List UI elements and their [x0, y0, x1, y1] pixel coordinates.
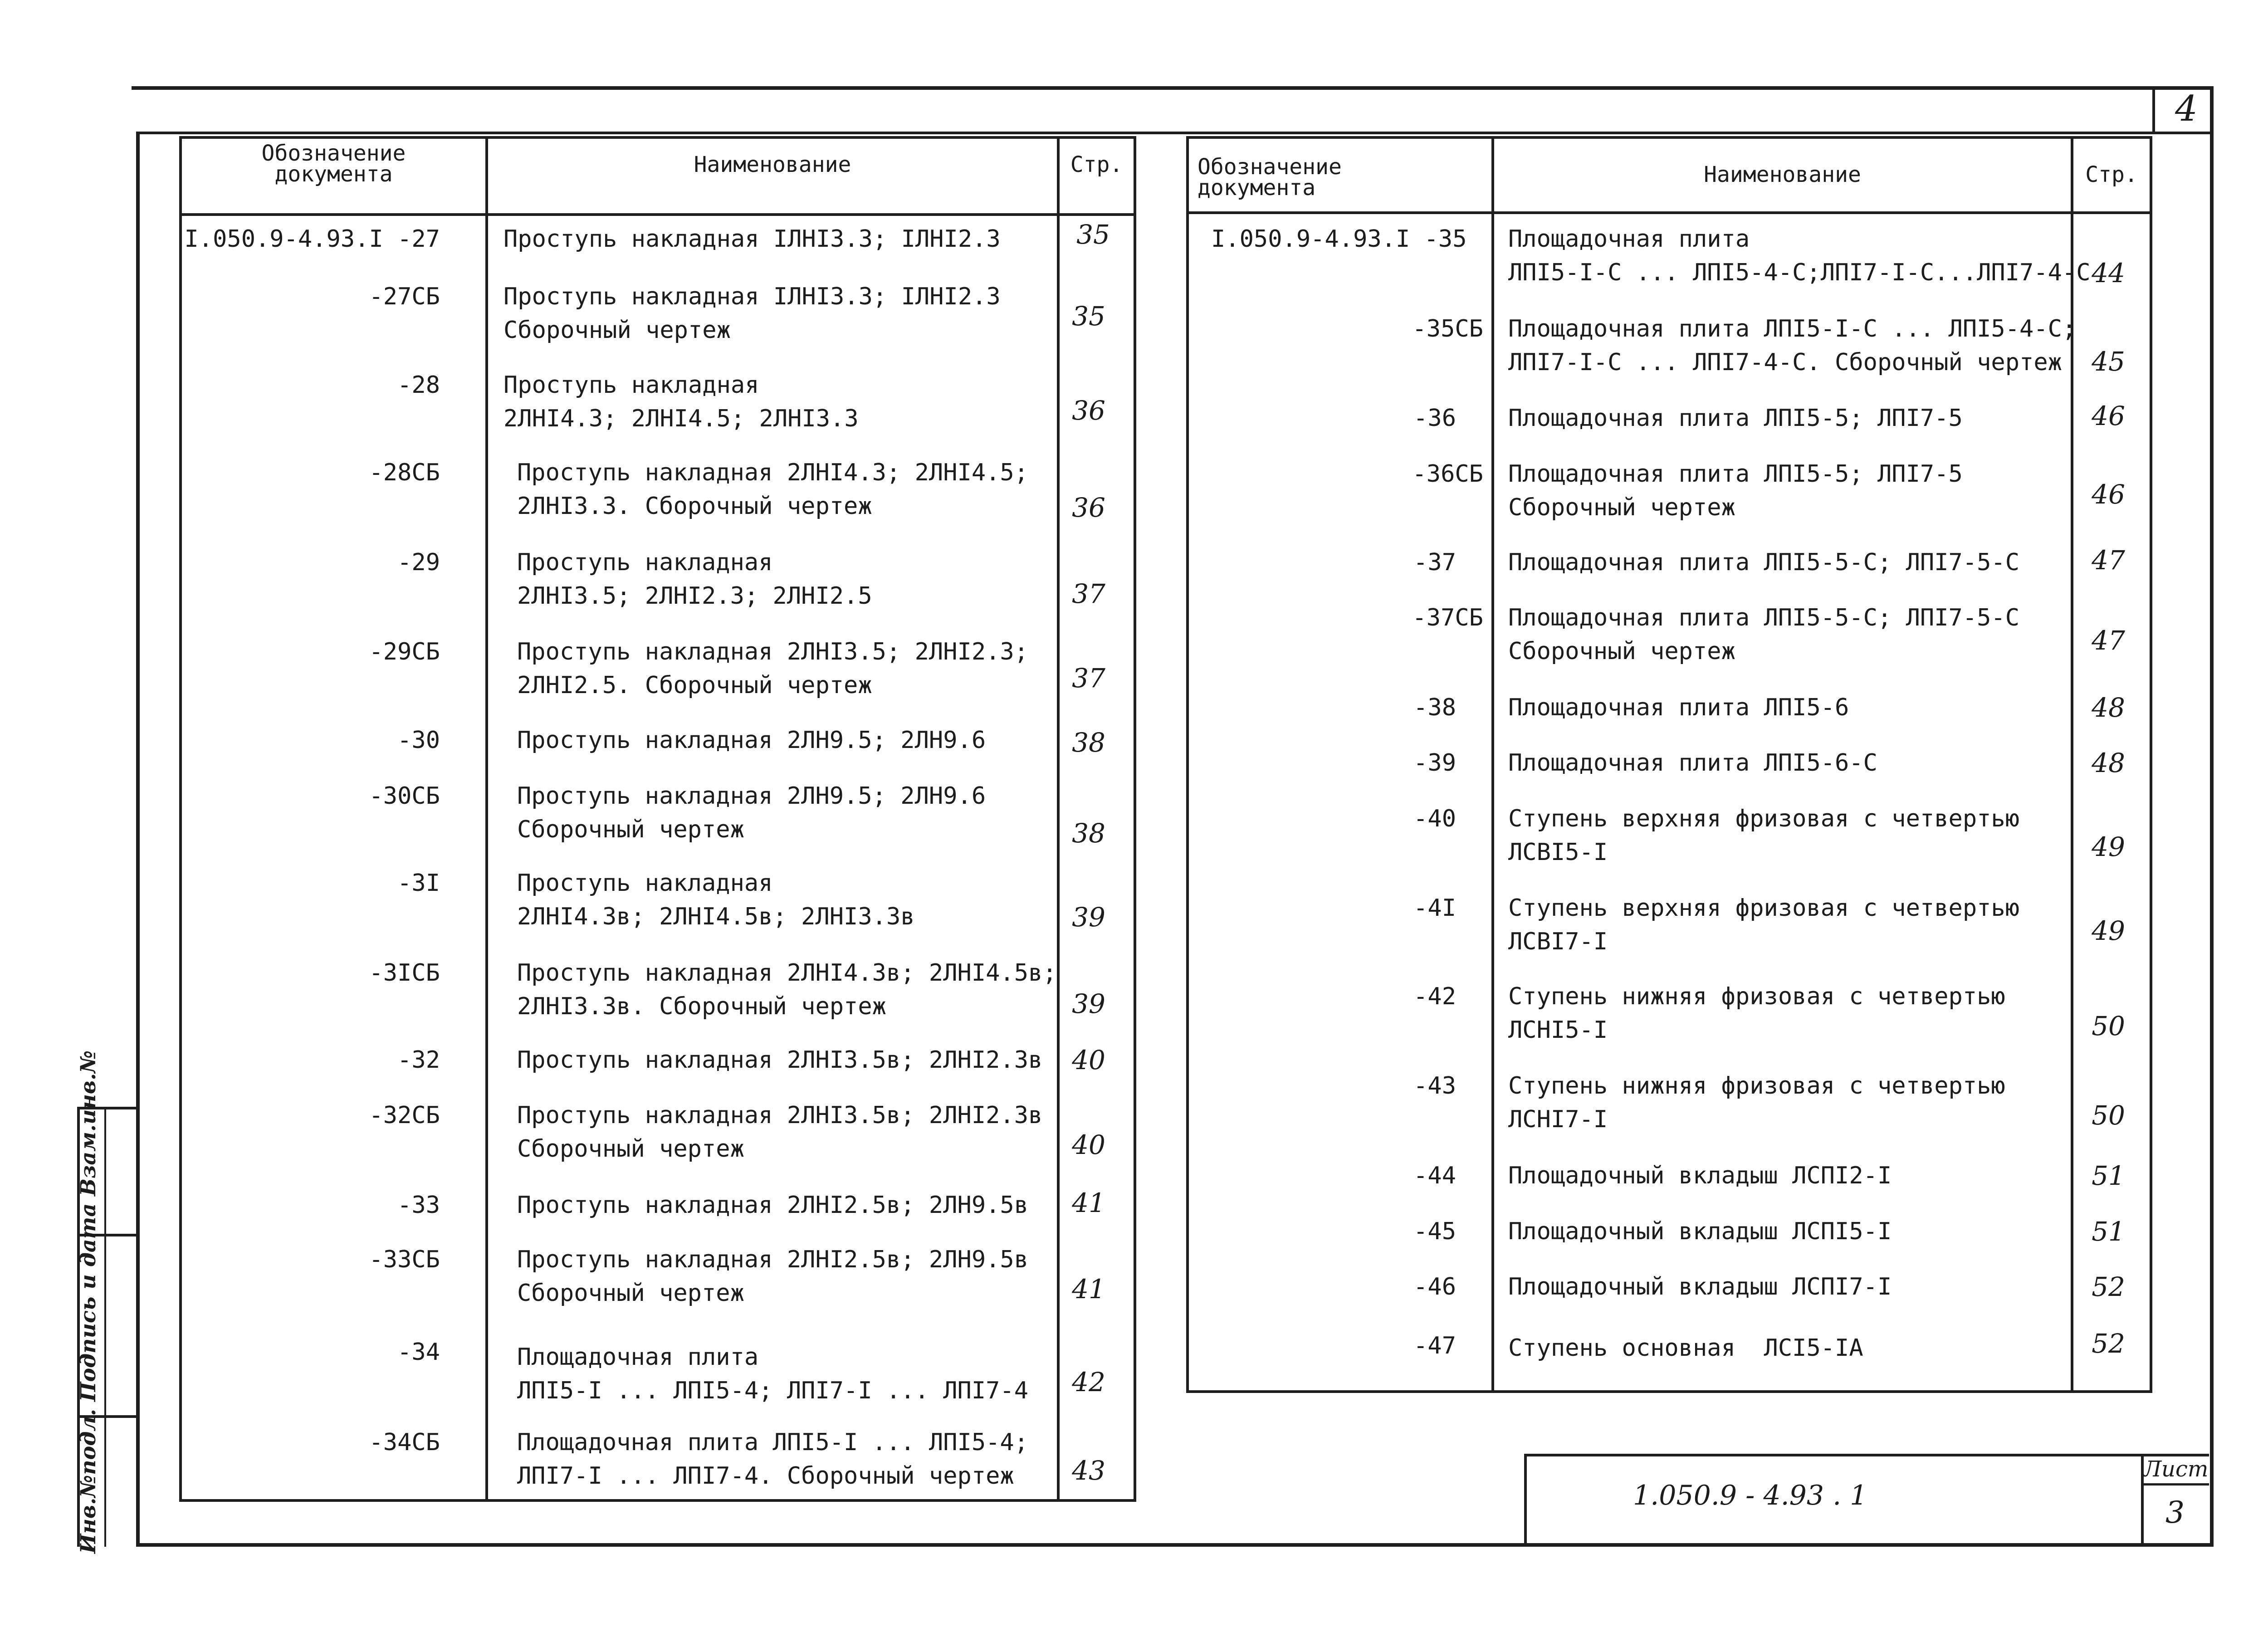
right-doc-14: -45 — [1413, 1218, 1456, 1245]
left-doc-5: -29 — [397, 549, 440, 576]
right-table-top — [1186, 136, 2152, 139]
right-doc-13: -44 — [1413, 1162, 1456, 1189]
right-doc-7: -38 — [1413, 694, 1456, 721]
left-page-12: 40 — [1072, 1129, 1105, 1160]
right-name-1: Площадочная плита ЛПI5-I-С ... ЛПI5-4-С;ЛПI7-I-С...ЛПI7-4-С — [1508, 225, 2091, 286]
left-name-13: Проступь накладная 2ЛНI2.5в; 2ЛН9.5в — [517, 1192, 1029, 1219]
left-doc-4: -28СБ — [369, 459, 440, 486]
title-block-sheet-div — [2141, 1483, 2209, 1486]
right-page-11: 50 — [2092, 1011, 2125, 1041]
left-doc-16: -34СБ — [369, 1429, 440, 1456]
frame-bottom — [136, 1543, 2214, 1547]
left-name-1: Проступь накладная IЛНI3.3; IЛНI2.3 — [503, 225, 1001, 253]
right-doc-12: -43 — [1413, 1072, 1456, 1099]
right-name-3: Площадочная плита ЛПI5-5; ЛПI7-5 — [1508, 405, 1963, 432]
left-name-6: Проступь накладная 2ЛНI3.5; 2ЛНI2.3; 2ЛНI2.5. Сборочный чертеж — [517, 638, 1029, 699]
left-page-6: 37 — [1072, 663, 1105, 694]
left-doc-12: -32СБ — [369, 1102, 440, 1129]
right-doc-4: -36СБ — [1412, 460, 1483, 488]
left-page-10: 39 — [1072, 988, 1105, 1019]
right-table-bottom — [1186, 1390, 2152, 1393]
left-page-11: 40 — [1072, 1045, 1105, 1075]
left-name-10: Проступь накладная 2ЛНI4.3в; 2ЛНI4.5в; 2ЛНI3.3в. Сборочный чертеж — [517, 959, 1057, 1020]
left-name-11: Проступь накладная 2ЛНI3.5в; 2ЛНI2.3в — [517, 1046, 1043, 1074]
left-page-2: 35 — [1072, 301, 1105, 332]
right-name-10: Ступень верхняя фризовая с четвертью ЛСВI7-I — [1508, 894, 2020, 955]
right-page-15: 52 — [2092, 1271, 2125, 1302]
title-block-sheet-label: Лист — [2143, 1456, 2209, 1482]
right-doc-16: -47 — [1413, 1332, 1456, 1359]
right-doc-15: -46 — [1413, 1273, 1456, 1300]
left-page-13: 41 — [1072, 1187, 1105, 1218]
right-page-5: 47 — [2092, 545, 2125, 576]
left-table-bottom — [179, 1499, 1136, 1502]
corner-box-left — [2152, 86, 2155, 132]
title-block-sheet-number: 3 — [2165, 1495, 2185, 1530]
right-page-3: 46 — [2092, 401, 2125, 431]
left-page-7: 38 — [1072, 727, 1105, 758]
right-page-2: 45 — [2092, 346, 2125, 377]
right-doc-6: -37СБ — [1412, 604, 1483, 631]
title-block-left — [1524, 1454, 1527, 1544]
right-doc-2: -35СБ — [1412, 315, 1483, 342]
right-name-2: Площадочная плита ЛПI5-I-С ... ЛПI5-4-С; ЛПI7-I-С ... ЛПI7-4-С. Сборочный чертеж — [1508, 315, 2077, 376]
left-name-14: Проступь накладная 2ЛНI2.5в; 2ЛН9.5в Сборочный чертеж — [517, 1246, 1029, 1307]
left-name-8: Проступь накладная 2ЛН9.5; 2ЛН9.6 Сборочный чертеж — [517, 782, 986, 843]
left-table-top — [179, 136, 1136, 139]
left-page-15: 42 — [1072, 1367, 1105, 1398]
left-page-9: 39 — [1072, 902, 1105, 933]
right-name-6: Площадочная плита ЛПI5-5-С; ЛПI7-5-С Сборочный чертеж — [1508, 604, 2020, 665]
left-name-7: Проступь накладная 2ЛН9.5; 2ЛН9.6 — [517, 727, 986, 754]
left-name-2: Проступь накладная IЛНI3.3; IЛНI2.3 Сборочный чертеж — [503, 283, 1001, 344]
right-doc-5: -37 — [1413, 549, 1456, 576]
left-page-3: 36 — [1072, 395, 1105, 426]
left-table-col1 — [485, 136, 488, 1502]
right-name-15: Площадочный вкладыш ЛСПI7-I — [1508, 1273, 1892, 1300]
left-doc-11: -32 — [397, 1046, 440, 1074]
left-doc-1: I.050.9-4.93.I -27 — [184, 225, 440, 253]
left-page-16: 43 — [1072, 1455, 1105, 1486]
right-page-8: 48 — [2092, 748, 2125, 778]
left-page-8: 38 — [1072, 818, 1105, 849]
title-block-top — [1524, 1454, 2209, 1456]
right-header-page: Стр. — [2085, 162, 2138, 187]
right-page-9: 49 — [2092, 831, 2125, 862]
right-table-right — [2150, 136, 2152, 1393]
right-doc-11: -42 — [1413, 983, 1456, 1010]
right-name-16: Ступень основная ЛСI5-IА — [1508, 1334, 1863, 1362]
left-name-4: Проступь накладная 2ЛНI4.3; 2ЛНI4.5; 2ЛНI3.3. Сборочный чертеж — [517, 459, 1029, 520]
left-doc-15: -34 — [397, 1339, 440, 1366]
left-doc-3: -28 — [397, 371, 440, 399]
frame-inner-top — [136, 132, 2214, 134]
right-header-name: Наименование — [1704, 162, 1861, 187]
right-page-10: 49 — [2092, 915, 2125, 946]
right-page-13: 51 — [2092, 1160, 2125, 1191]
right-name-5: Площадочная плита ЛПI5-5-С; ЛПI7-5-С — [1508, 549, 2020, 576]
left-page-14: 41 — [1072, 1274, 1105, 1305]
right-name-4: Площадочная плита ЛПI5-5; ЛПI7-5 Сборочный чертеж — [1508, 460, 1963, 521]
right-page-7: 48 — [2092, 692, 2125, 723]
right-page-1: 44 — [2092, 258, 2125, 288]
right-table-header-bottom — [1186, 211, 2152, 214]
right-doc-10: -4I — [1413, 894, 1456, 922]
right-page-6: 47 — [2092, 625, 2125, 656]
left-name-15: Площадочная плита ЛПI5-I ... ЛПI5-4; ЛПI7-I ... ЛПI7-4 — [517, 1344, 1029, 1404]
right-name-13: Площадочный вкладыш ЛСПI2-I — [1508, 1162, 1892, 1189]
right-page-16: 52 — [2092, 1328, 2125, 1359]
right-doc-3: -36 — [1413, 405, 1456, 432]
right-page-12: 50 — [2092, 1100, 2125, 1131]
left-name-5: Проступь накладная 2ЛНI3.5; 2ЛНI2.3; 2ЛНI2.5 — [517, 549, 872, 610]
left-table-header-bottom — [179, 213, 1136, 216]
right-name-8: Площадочная плита ЛПI5-6-С — [1508, 749, 1877, 777]
right-doc-8: -39 — [1413, 749, 1456, 777]
sidebar-inner-line — [104, 1107, 106, 1547]
left-doc-14: -33СБ — [369, 1246, 440, 1273]
left-page-4: 36 — [1072, 492, 1105, 523]
left-header-designation: Обозначение документа — [261, 141, 406, 187]
left-doc-10: -3IСБ — [369, 959, 440, 987]
left-page-1: 35 — [1076, 219, 1110, 250]
right-header-designation: Обозначение документа — [1198, 154, 1342, 200]
left-name-9: Проступь накладная 2ЛНI4.3в; 2ЛНI4.5в; 2ЛНI3.3в — [517, 870, 915, 930]
left-doc-9: -3I — [397, 870, 440, 897]
right-name-7: Площадочная плита ЛПI5-6 — [1508, 694, 1849, 721]
right-doc-9: -40 — [1413, 805, 1456, 832]
title-block-code: 1.050.9 - 4.93 . 1 — [1633, 1480, 1867, 1511]
right-name-14: Площадочный вкладыш ЛСПI5-I — [1508, 1218, 1892, 1245]
left-page-5: 37 — [1072, 578, 1105, 609]
left-doc-7: -30 — [397, 727, 440, 754]
left-doc-6: -29СБ — [369, 638, 440, 665]
left-table-left — [179, 136, 182, 1502]
left-name-3: Проступь накладная 2ЛНI4.3; 2ЛНI4.5; 2ЛНI3.3 — [503, 371, 859, 432]
left-doc-2: -27СБ — [369, 283, 440, 310]
right-name-11: Ступень нижняя фризовая с четвертью ЛСНI5-I — [1508, 983, 2005, 1044]
left-doc-13: -33 — [397, 1192, 440, 1219]
frame-left — [136, 132, 140, 1547]
right-page-4: 46 — [2092, 479, 2125, 510]
frame-top-rule — [132, 86, 2214, 90]
left-name-12: Проступь накладная 2ЛНI3.5в; 2ЛНI2.3в Сборочный чертеж — [517, 1102, 1043, 1163]
right-name-9: Ступень верхняя фризовая с четвертью ЛСВI5-I — [1508, 805, 2020, 866]
right-name-12: Ступень нижняя фризовая с четвертью ЛСНI7-I — [1508, 1072, 2005, 1133]
frame-right — [2210, 86, 2214, 1547]
right-page-14: 51 — [2092, 1216, 2125, 1247]
right-doc-1: I.050.9-4.93.I -35 — [1211, 225, 1467, 253]
left-header-page: Стр. — [1070, 152, 1123, 177]
left-header-name: Наименование — [694, 152, 851, 177]
left-doc-8: -30СБ — [369, 782, 440, 810]
right-table-col1 — [1491, 136, 1494, 1393]
sidebar-stamp-text: Инв.№подл. Подпись и дата Взам.инв.№ — [76, 1050, 100, 1554]
sheet-number-top: 4 — [2175, 88, 2198, 129]
left-name-16: Площадочная плита ЛПI5-I ... ЛПI5-4; ЛПI7-I ... ЛПI7-4. Сборочный чертеж — [517, 1429, 1029, 1490]
